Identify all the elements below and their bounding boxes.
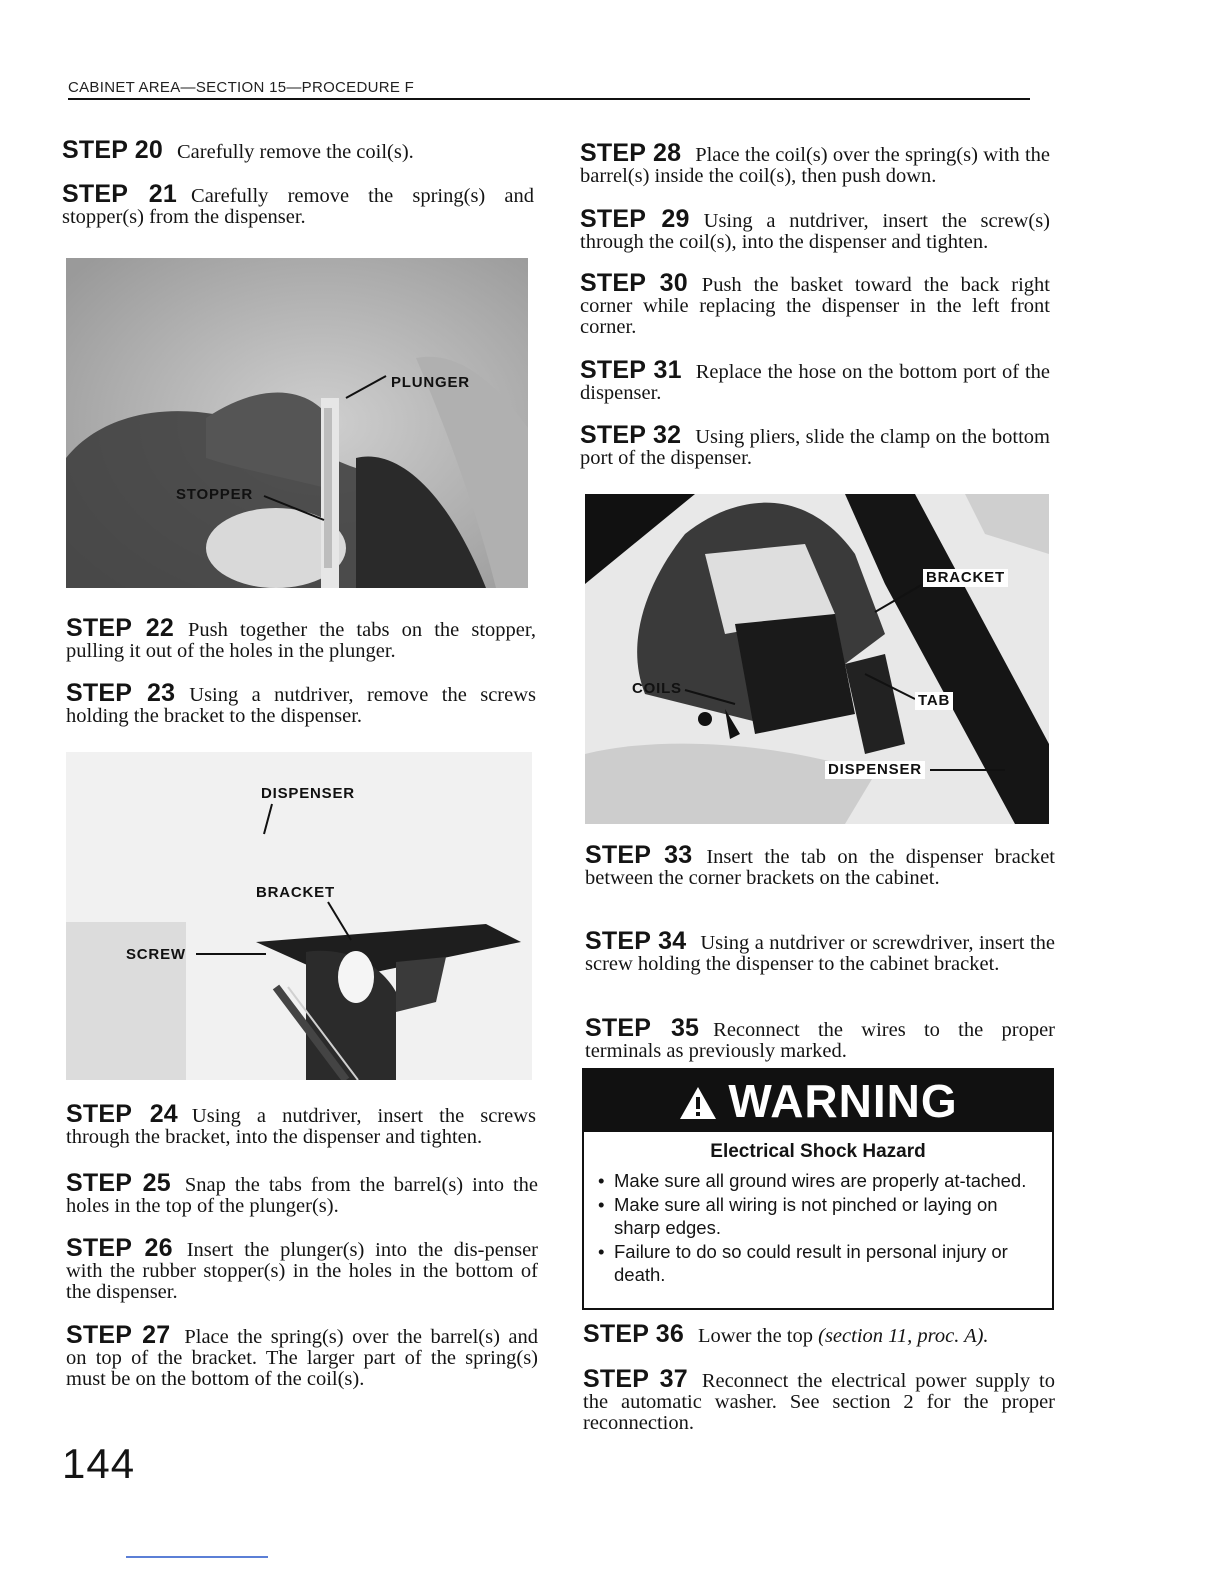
step-number: STEP 24 [66,1100,178,1128]
step-number: STEP 21 [62,180,178,208]
step-text: Using a nutdriver, insert the screws through the bracket, into the dispenser and tighten. [66,1105,537,1148]
step-number: STEP 35 [585,1014,700,1042]
step-text: Insert the plunger(s) into the dis-penser with the rubber stopper(s) in the holes in the bottom of the dispenser. [66,1239,538,1303]
step-23 [66,679,537,727]
step-26 [66,1234,538,1303]
step-35 [585,1014,1055,1062]
warning-subtitle: Electrical Shock Hazard [710,1141,926,1162]
step-number: STEP 29 [580,205,690,233]
label-dispenser: DISPENSER [825,761,925,779]
step-text: Push the basket toward the back right corner while replacing the dispenser in the left front corner. [580,274,1050,338]
step-37 [583,1365,1055,1434]
step-text: Insert the tab on the dispenser bracket between the corner brackets on the cabinet. [585,846,1055,889]
warning-title: WARNING [728,1075,958,1127]
step-number: STEP 25 [66,1169,171,1197]
step-number: STEP 34 [585,927,687,955]
step-text: Carefully remove the spring(s) and stopper(s) from the dispenser. [62,185,534,228]
step-reference: (section 11, proc. A). [818,1325,989,1347]
step-text: Using a nutdriver, insert the screw(s) through the coil(s), into the dispenser and tighten. [580,210,1050,253]
step-number: STEP 31 [580,356,682,384]
step-27 [66,1321,538,1390]
step-text: Using a nutdriver, remove the screws holding the bracket to the dispenser. [66,684,537,727]
footer-rule [126,1556,268,1558]
label-bracket: BRACKET [923,569,1008,587]
step-32 [580,421,1050,469]
photo-bracket-screw [66,752,532,1080]
page-number: 144 [62,1440,136,1487]
warning-item: • Make sure all ground wires are properly at-tached. [598,1169,1042,1193]
label-dispenser: DISPENSER [261,785,355,802]
step-30 [580,269,1050,338]
step-number: STEP 28 [580,139,682,167]
step-25 [66,1169,539,1217]
step-21 [62,180,534,228]
step-34 [585,927,1055,975]
warning-item: • Failure to do so could result in personal injury or death. [598,1240,1042,1287]
label-coils: COILS [632,680,682,697]
photo-plunger-stopper-image [66,258,528,588]
step-number: STEP 26 [66,1234,173,1262]
step-text: Place the coil(s) over the spring(s) with the barrel(s) inside the coil(s), then push down. [580,144,1050,187]
label-stopper: STOPPER [176,486,254,503]
step-text: Lower the top [698,1325,819,1347]
step-24 [66,1100,537,1148]
warning-item: • Make sure all wiring is not pinched or laying on sharp edges. [598,1193,1042,1240]
step-33 [585,841,1055,889]
step-31 [580,356,1050,404]
label-bracket: BRACKET [256,884,335,901]
step-text: Snap the tabs from the barrel(s) into the holes in the top of the plunger(s). [66,1174,539,1217]
step-number: STEP 33 [585,841,693,869]
label-tab: TAB [915,692,953,710]
step-number: STEP 20 [62,136,163,164]
warning-box [582,1068,1054,1310]
step-number: STEP 37 [583,1365,688,1393]
step-text: Using pliers, slide the clamp on the bottom port of the dispenser. [580,426,1050,469]
step-number: STEP 22 [66,614,174,642]
running-header [68,78,1030,100]
step-20 [62,136,534,164]
step-text: Replace the hose on the bottom port of the dispenser. [580,361,1050,404]
photo-plunger-stopper [66,258,528,588]
step-number: STEP 27 [66,1321,171,1349]
step-22 [66,614,537,662]
step-29 [580,205,1050,253]
step-text: Push together the tabs on the stopper, pulling it out of the holes in the plunger. [66,619,537,662]
label-screw: SCREW [126,946,186,963]
step-text: Reconnect the electrical power supply to the automatic washer. See section 2 for the proper reconnection. [583,1370,1055,1434]
step-text: Place the spring(s) over the barrel(s) and on top of the bracket. The larger part of the spring(s) must be on the bottom of the coil(s). [66,1326,538,1390]
step-28 [580,139,1050,187]
photo-coils-tab [585,494,1049,824]
warning-bar [584,1070,1052,1132]
label-plunger: PLUNGER [391,374,470,391]
step-36 [583,1320,1055,1348]
photo-coils-tab-image [585,494,1049,824]
header-title: CABINET AREA—SECTION 15—PROCEDURE F [68,79,415,96]
step-text: Reconnect the wires to the proper terminals as previously marked. [585,1019,1055,1062]
step-text: Carefully remove the coil(s). [177,141,414,163]
step-number: STEP 23 [66,679,176,707]
step-number: STEP 36 [583,1320,684,1348]
warning-list [584,1169,1052,1287]
step-number: STEP 32 [580,421,682,449]
step-number: STEP 30 [580,269,688,297]
step-text: Using a nutdriver or screwdriver, insert the screw holding the dispenser to the cabinet bracket. [585,932,1055,975]
warning-triangle-icon [678,1074,718,1136]
